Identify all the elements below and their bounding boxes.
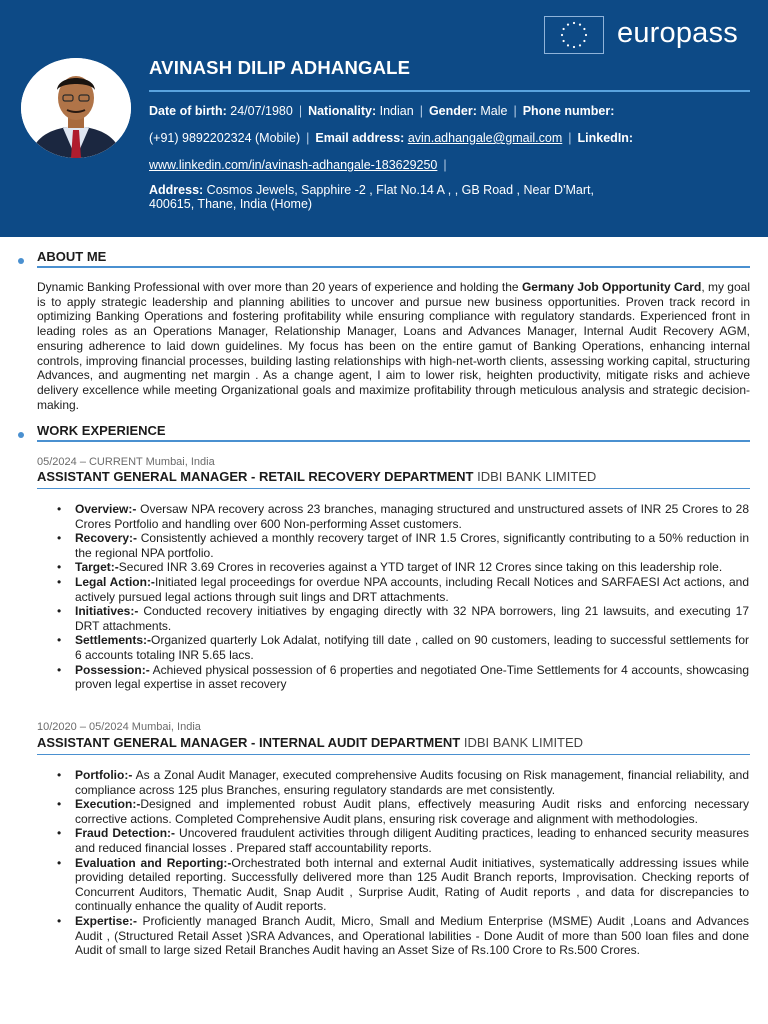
- nationality-value: Indian: [379, 104, 414, 118]
- cv-header: [0, 0, 768, 237]
- bullet-label: Possession:-: [75, 662, 150, 677]
- personal-info-line-3: [149, 158, 453, 172]
- separator: |: [306, 131, 310, 145]
- europass-logo-text: europass: [617, 17, 738, 49]
- eu-flag-icon: [544, 16, 604, 54]
- bullet-label: Expertise:-: [75, 913, 138, 928]
- about-text-start: Dynamic Banking Professional with over more than 20 years of experience and holding the: [37, 280, 522, 294]
- nationality-label: Nationality:: [308, 104, 377, 118]
- job-2-position: ASSISTANT GENERAL MANAGER - INTERNAL AUDIT DEPARTMENT: [37, 735, 461, 750]
- bullet-text: Proficiently managed Branch Audit, Micro, Small and Medium Enterprise (MSME) Audit ,Loans and Advances Audit , (Structured Retail Asset )SRA Advances, and Operational labilities - Done Audit of more than 500 loan files and done Audit of small to large sized Retail Branches Audit having an Asset Size of Rs.100 Crore to Rs.500 Crores.: [75, 913, 749, 958]
- about-section-title: ABOUT ME: [37, 249, 107, 264]
- bullet-text: Secured INR 3.69 Crores in recoveries against a YTD target of INR 12 Crores since taking on this leadership role.: [118, 560, 723, 575]
- section-bullet-icon: [18, 432, 24, 438]
- job-1-company: IDBI BANK LIMITED: [477, 469, 597, 484]
- bullet-text: Achieved physical possession of 6 properties and negotiated One-Time Settlements for 4 accounts, showcasing proven legal expertise in asset recovery: [75, 662, 749, 692]
- list-item: [56, 768, 749, 797]
- list-item: [56, 604, 749, 633]
- list-item: [56, 826, 749, 855]
- list-item: [56, 575, 749, 604]
- bullet-label: Settlements:-: [75, 633, 152, 648]
- bullet-label: Execution:-: [75, 797, 141, 812]
- gender-value: Male: [480, 104, 508, 118]
- bullet-label: Recovery:-: [75, 531, 138, 546]
- address-block: [149, 184, 594, 211]
- separator: |: [443, 158, 447, 172]
- list-item: [56, 797, 749, 826]
- separator: |: [419, 104, 423, 118]
- bullet-label: Overview:-: [75, 502, 137, 516]
- personal-info-line-2: [149, 131, 633, 145]
- list-item: [56, 531, 749, 560]
- job-2-bullets: [56, 768, 749, 958]
- list-item: [56, 856, 749, 914]
- bullet-text: Conducted recovery initiatives by engaging directly with 32 NPA borrowers, ling 21 lawsuits, and executing 17 DRT attachments.: [75, 604, 749, 633]
- job-2-rule: [37, 754, 750, 755]
- work-section-title: WORK EXPERIENCE: [37, 423, 166, 438]
- about-text: [37, 280, 750, 412]
- job-2-meta: 10/2020 – 05/2024 Mumbai, India: [37, 721, 201, 733]
- personal-info-line-1: [149, 104, 614, 118]
- about-section-rule: [37, 266, 750, 268]
- job-2-company: IDBI BANK LIMITED: [463, 735, 584, 750]
- address-label: Address:: [149, 183, 204, 197]
- profile-photo: [21, 58, 131, 158]
- candidate-name: AVINASH DILIP ADHANGALE: [149, 57, 411, 78]
- linkedin-link[interactable]: www.linkedin.com/in/avinash-adhangale-183629250: [149, 158, 438, 172]
- job-2-title: [37, 735, 583, 750]
- bullet-label: Legal Action:-: [75, 574, 155, 589]
- address-line-2: 400615, Thane, India (Home): [149, 196, 313, 211]
- bullet-text: Orchestrated both internal and external Audit initiatives, systematically addressing issues while providing detailed reporting. Successfully delivered more than 125 Audit Branch reports, Improvisation. Checking reports of Concurrent Auditors, Thematic Audit, Snap Audit , Surprise Audit, Rating of Audit reports , and data for discrepancies to continually enhance the quality of Audit reports.: [75, 855, 749, 914]
- job-1-position: ASSISTANT GENERAL MANAGER - RETAIL RECOVERY DEPARTMENT: [37, 469, 474, 484]
- list-item: [56, 502, 749, 531]
- linkedin-label: LinkedIn:: [577, 131, 634, 145]
- bullet-text: As a Zonal Audit Manager, executed comprehensive Audits focusing on Risk management, financial reliability, and compliance across 125 plus Branches, ensuring regulatory standards are met consistently.: [75, 768, 749, 797]
- job-1-bullets: [56, 502, 749, 692]
- job-1-title: [37, 469, 596, 484]
- address-line-1: Cosmos Jewels, Sapphire -2 , Flat No.14 A , , GB Road , Near D'Mart,: [206, 183, 594, 197]
- job-1-meta: 05/2024 – CURRENT Mumbai, India: [37, 456, 215, 468]
- list-item: [56, 633, 749, 662]
- bullet-label: Target:-: [75, 560, 119, 575]
- about-text-end: , my goal is to apply strategic leadership and planning abilities to uncover and pursue new business opportunities. Proven track record in optimizing Banking Operations and fostering profitability while ensuring compliance with regulatory standards. Experienced front in leading roles as an Operations Manager, Relationship Manager, Loans and Advances Manager, Internal Audit Recovery AGM, ensuring adherence to laid down guidelines. My focus has been on the entire gamut of Banking Operations, enhancing internal controls, improving financial processes, building lasting relationships with high-net-worth clients, assessing working capital, structuring Advances, and augmenting net margin . As a change agent, I aim to lower risk, heighten productivity, mitigate risks and achieve delivery excellence while meeting Organizational goals and maximize profitability through meticulous analysis and strategic decision-making.: [37, 280, 750, 412]
- bullet-label: Initiatives:-: [75, 604, 139, 619]
- separator: |: [298, 104, 303, 118]
- email-label: Email address:: [315, 131, 405, 145]
- separator: |: [513, 104, 517, 118]
- about-text-bold: Germany Job Opportunity Card: [521, 280, 702, 294]
- bullet-text: Organized quarterly Lok Adalat, notifying till date , called on 90 customers, leading to successful settlements for 6 accounts totaling INR 5.65 lacs.: [75, 633, 749, 662]
- phone-label: Phone number:: [522, 104, 615, 118]
- job-1-rule: [37, 488, 750, 489]
- bullet-text: Initiated legal proceedings for overdue NPA accounts, including Recall Notices and SARFAESI Act actions, and actively pursued legal actions through suit lings and DRT attachments.: [75, 574, 749, 604]
- bullet-label: Fraud Detection:-: [75, 826, 176, 841]
- section-bullet-icon: [18, 258, 24, 264]
- separator: |: [568, 131, 572, 145]
- bullet-text: Consistently achieved a monthly recovery target of INR 1.5 Crores, significantly contributing to a 50% reduction in the regional NPA portfolio.: [75, 531, 749, 560]
- bullet-text: Oversaw NPA recovery across 23 branches, managing structured and unstructured assets of INR 25 Crores to 28 Crores Portfolio and handling over 600 Non-performing Asset customers.: [75, 502, 749, 531]
- dob-value: 24/07/1980: [230, 104, 293, 118]
- bullet-text: Uncovered fraudulent activities through diligent Auditing practices, leading to enhanced security measures and reduced financial losses . Prepared staff accountability reports.: [75, 826, 749, 855]
- bullet-label: Evaluation and Reporting:-: [75, 855, 232, 870]
- gender-label: Gender:: [428, 104, 477, 118]
- list-item: [56, 914, 749, 958]
- bullet-label: Portfolio:-: [75, 768, 133, 782]
- header-divider: [149, 90, 750, 92]
- phone-value: (+91) 9892202324 (Mobile): [149, 131, 301, 145]
- dob-label: Date of birth:: [149, 104, 227, 118]
- email-link[interactable]: avin.adhangale@gmail.com: [407, 131, 563, 145]
- bullet-text: Designed and implemented robust Audit plans, effectively measuring Audit risks and enforcing necessary corrective actions. Completed Comprehensive Audit plans, ensuring risk coverage and alignment with methodologies.: [75, 797, 749, 826]
- work-section-rule: [37, 440, 750, 442]
- list-item: [56, 663, 749, 692]
- list-item: [56, 560, 749, 575]
